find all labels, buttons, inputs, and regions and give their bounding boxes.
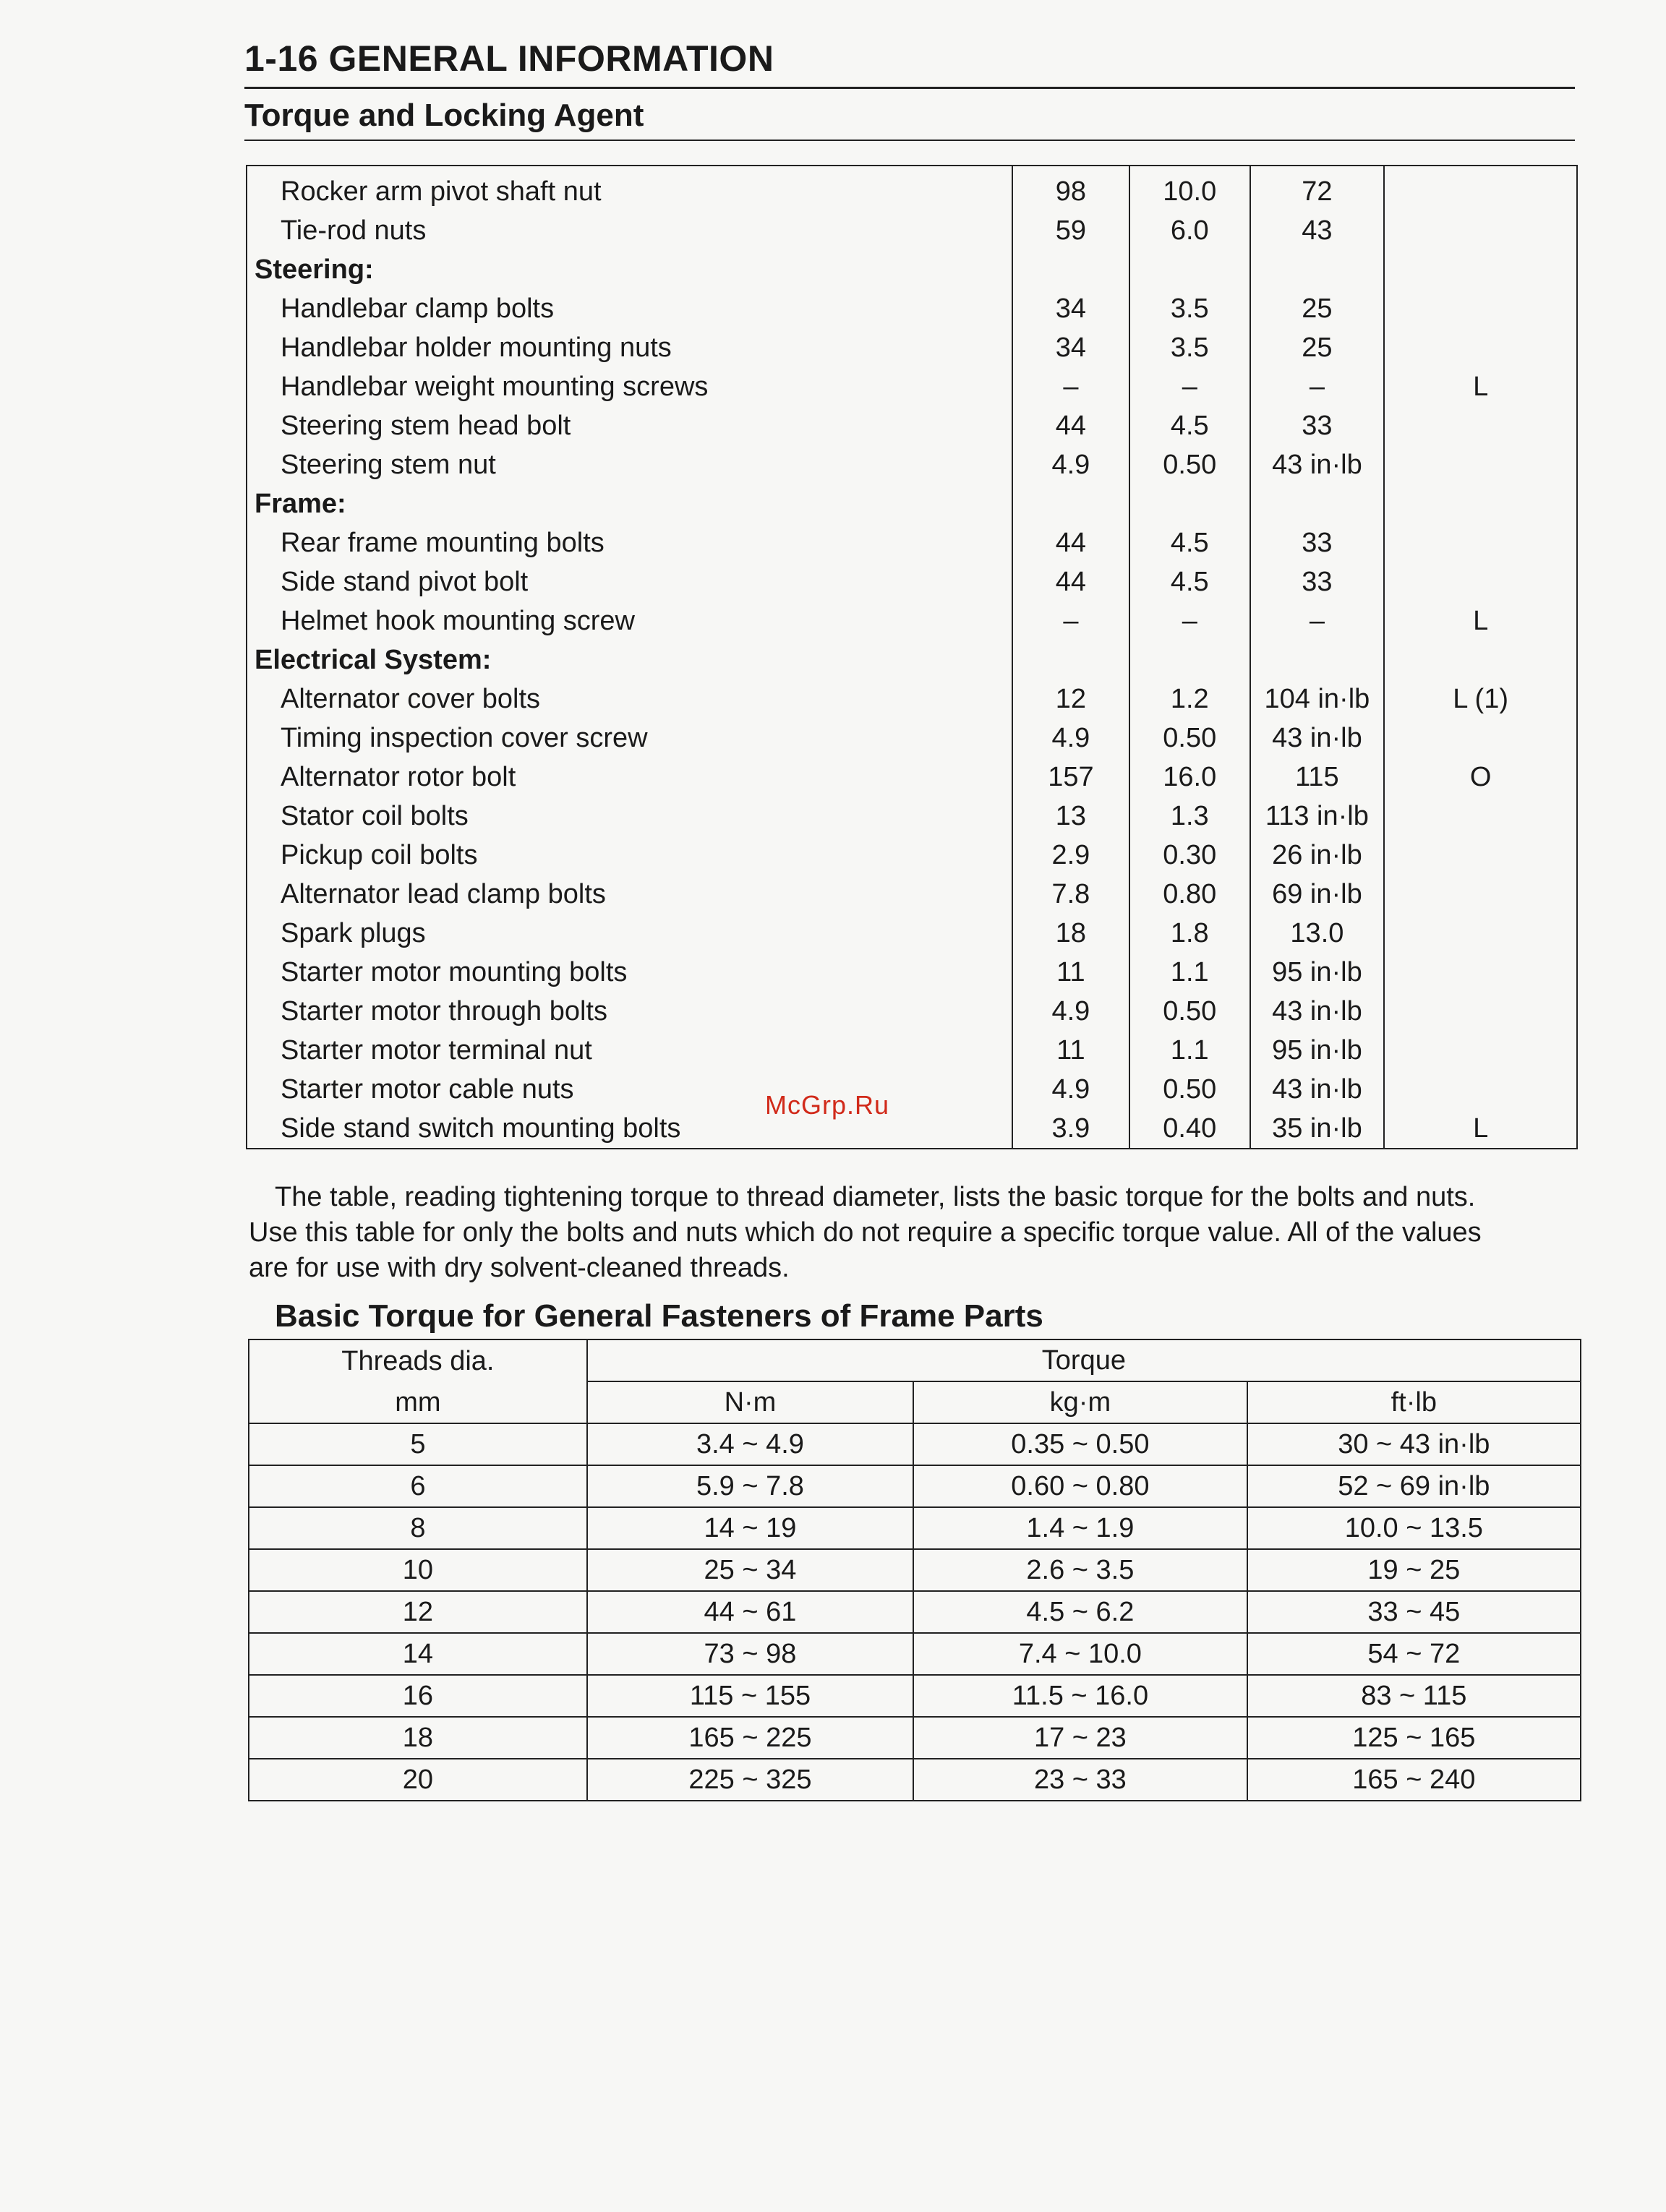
remarks-value: [1384, 406, 1577, 445]
table-row: [249, 1507, 1581, 1549]
item-name: Alternator cover bolts: [247, 680, 1012, 719]
ftlb-range: 54 ~ 72: [1247, 1633, 1581, 1675]
section-title: Torque and Locking Agent: [244, 98, 1575, 141]
ftlb-value: 43 in·lb: [1250, 992, 1385, 1031]
item-name: Rear frame mounting bolts: [247, 523, 1012, 562]
kgm-range: 4.5 ~ 6.2: [913, 1591, 1247, 1633]
thread-dia: 16: [249, 1675, 587, 1717]
nm-range: 73 ~ 98: [587, 1633, 913, 1675]
page-title: 1-16 GENERAL INFORMATION: [244, 38, 1575, 89]
kgm-value: 0.50: [1129, 719, 1250, 758]
remarks-value: [1384, 1031, 1577, 1070]
table-row: [249, 1549, 1581, 1591]
kgm-value: 4.5: [1129, 406, 1250, 445]
kgm-value: 0.50: [1129, 1070, 1250, 1109]
kgm-range: 0.60 ~ 0.80: [913, 1465, 1247, 1507]
kgm-value: –: [1129, 601, 1250, 640]
ftlb-value: 26 in·lb: [1250, 836, 1385, 875]
item-name: Steering stem nut: [247, 445, 1012, 484]
table-row: [247, 719, 1577, 758]
ftlb-value: 69 in·lb: [1250, 875, 1385, 914]
kgm-value: 1.1: [1129, 1031, 1250, 1070]
nm-value: 4.9: [1012, 992, 1129, 1031]
thread-dia: 20: [249, 1759, 587, 1801]
ftlb-value: 104 in·lb: [1250, 680, 1385, 719]
table-row: [247, 836, 1577, 875]
ftlb-range: 33 ~ 45: [1247, 1591, 1581, 1633]
nm-value: 4.9: [1012, 445, 1129, 484]
nm-value: –: [1012, 367, 1129, 406]
basic-torque-table: [248, 1339, 1581, 1801]
remarks-value: L: [1384, 367, 1577, 406]
table-row: [247, 328, 1577, 367]
table-row: [247, 914, 1577, 953]
kgm-value: 0.80: [1129, 875, 1250, 914]
item-name: Side stand switch mounting bolts: [247, 1109, 1012, 1149]
kgm-value: 1.3: [1129, 797, 1250, 836]
ftlb-value: [1250, 484, 1385, 523]
nm-value: 34: [1012, 289, 1129, 328]
remarks-value: [1384, 445, 1577, 484]
kgm-value: 3.5: [1129, 289, 1250, 328]
nm-range: 115 ~ 155: [587, 1675, 913, 1717]
basic-torque-title: Basic Torque for General Fasteners of Frame Parts: [275, 1298, 1043, 1334]
nm-value: 4.9: [1012, 719, 1129, 758]
table-row: [247, 680, 1577, 719]
nm-range: 165 ~ 225: [587, 1717, 913, 1759]
note-line: The table, reading tightening torque to thread diameter, lists the basic torque for the bolts and nuts.: [275, 1182, 1476, 1212]
kgm-value: 0.40: [1129, 1109, 1250, 1149]
kgm-value: 0.50: [1129, 445, 1250, 484]
ftlb-value: 33: [1250, 523, 1385, 562]
ftlb-value: 33: [1250, 562, 1385, 601]
kgm-range: 0.35 ~ 0.50: [913, 1423, 1247, 1465]
table-row: [249, 1465, 1581, 1507]
remarks-value: [1384, 523, 1577, 562]
remarks-value: [1384, 914, 1577, 953]
remarks-value: [1384, 836, 1577, 875]
remarks-value: [1384, 250, 1577, 289]
ftlb-value: 43 in·lb: [1250, 719, 1385, 758]
ftlb-value: [1250, 640, 1385, 680]
basic-torque-body: [249, 1423, 1581, 1801]
thread-dia: 10: [249, 1549, 587, 1591]
table-row: [247, 211, 1577, 250]
table-row: [247, 406, 1577, 445]
item-name: Starter motor mounting bolts: [247, 953, 1012, 992]
nm-range: 44 ~ 61: [587, 1591, 913, 1633]
table-row: [249, 1423, 1581, 1465]
item-name: Timing inspection cover screw: [247, 719, 1012, 758]
table-row: [247, 367, 1577, 406]
item-name: Starter motor cable nuts: [247, 1070, 1012, 1109]
kgm-value: 1.2: [1129, 680, 1250, 719]
table-row: [249, 1759, 1581, 1801]
kgm-value: 6.0: [1129, 211, 1250, 250]
item-name: Alternator rotor bolt: [247, 758, 1012, 797]
ftlb-range: 125 ~ 165: [1247, 1717, 1581, 1759]
nm-value: [1012, 640, 1129, 680]
ftlb-value: 43 in·lb: [1250, 1070, 1385, 1109]
ftlb-value: 25: [1250, 328, 1385, 367]
table-row: [247, 875, 1577, 914]
ftlb-range: 10.0 ~ 13.5: [1247, 1507, 1581, 1549]
header-threads: Threads dia.: [249, 1339, 587, 1381]
remarks-value: L (1): [1384, 680, 1577, 719]
item-name: Rocker arm pivot shaft nut: [247, 166, 1012, 211]
kgm-range: 23 ~ 33: [913, 1759, 1247, 1801]
item-name: Handlebar holder mounting nuts: [247, 328, 1012, 367]
kgm-value: [1129, 250, 1250, 289]
nm-value: 2.9: [1012, 836, 1129, 875]
note-line: Use this table for only the bolts and nuts which do not require a specific torque value. All of the values: [249, 1217, 1482, 1248]
ftlb-value: –: [1250, 367, 1385, 406]
remarks-value: [1384, 875, 1577, 914]
nm-value: 3.9: [1012, 1109, 1129, 1149]
watermark: McGrp.Ru: [765, 1090, 890, 1120]
table-row: [247, 992, 1577, 1031]
table-row: [247, 562, 1577, 601]
ftlb-value: 25: [1250, 289, 1385, 328]
ftlb-value: 113 in·lb: [1250, 797, 1385, 836]
remarks-value: L: [1384, 1109, 1577, 1149]
kgm-value: 0.50: [1129, 992, 1250, 1031]
item-name: Starter motor through bolts: [247, 992, 1012, 1031]
nm-value: 7.8: [1012, 875, 1129, 914]
item-name: Pickup coil bolts: [247, 836, 1012, 875]
remarks-value: [1384, 797, 1577, 836]
item-name: Helmet hook mounting screw: [247, 601, 1012, 640]
table-row: [249, 1633, 1581, 1675]
nm-value: 4.9: [1012, 1070, 1129, 1109]
nm-range: 25 ~ 34: [587, 1549, 913, 1591]
ftlb-value: 43: [1250, 211, 1385, 250]
remarks-value: [1384, 166, 1577, 211]
table-row: [249, 1675, 1581, 1717]
item-name: Starter motor terminal nut: [247, 1031, 1012, 1070]
thread-dia: 12: [249, 1591, 587, 1633]
section-row: [247, 250, 1577, 289]
section-label: Electrical System:: [247, 640, 1012, 680]
header-ftlb: ft·lb: [1247, 1381, 1581, 1423]
item-name: Handlebar clamp bolts: [247, 289, 1012, 328]
ftlb-value: [1250, 250, 1385, 289]
header-kgm: kg·m: [913, 1381, 1247, 1423]
kgm-value: 16.0: [1129, 758, 1250, 797]
table-row: [247, 1070, 1577, 1109]
ftlb-value: 33: [1250, 406, 1385, 445]
kgm-value: [1129, 484, 1250, 523]
table-row: [247, 953, 1577, 992]
kgm-value: [1129, 640, 1250, 680]
table-row: [247, 1109, 1577, 1149]
item-name: Handlebar weight mounting screws: [247, 367, 1012, 406]
ftlb-value: 95 in·lb: [1250, 1031, 1385, 1070]
ftlb-value: 13.0: [1250, 914, 1385, 953]
nm-value: [1012, 250, 1129, 289]
nm-value: 44: [1012, 562, 1129, 601]
thread-dia: 14: [249, 1633, 587, 1675]
kgm-range: 1.4 ~ 1.9: [913, 1507, 1247, 1549]
header-mm: mm: [249, 1381, 587, 1423]
table-row: [247, 523, 1577, 562]
remarks-value: [1384, 992, 1577, 1031]
kgm-range: 7.4 ~ 10.0: [913, 1633, 1247, 1675]
kgm-range: 17 ~ 23: [913, 1717, 1247, 1759]
kgm-value: 0.30: [1129, 836, 1250, 875]
kgm-range: 11.5 ~ 16.0: [913, 1675, 1247, 1717]
basic-torque-header: [249, 1339, 1581, 1423]
header-nm: N·m: [587, 1381, 913, 1423]
torque-table: [246, 165, 1578, 1149]
table-row: [249, 1717, 1581, 1759]
nm-value: 18: [1012, 914, 1129, 953]
kgm-value: 10.0: [1129, 166, 1250, 211]
thread-dia: 8: [249, 1507, 587, 1549]
nm-range: 14 ~ 19: [587, 1507, 913, 1549]
ftlb-range: 19 ~ 25: [1247, 1549, 1581, 1591]
section-label: Steering:: [247, 250, 1012, 289]
nm-value: 34: [1012, 328, 1129, 367]
ftlb-value: 95 in·lb: [1250, 953, 1385, 992]
thread-dia: 5: [249, 1423, 587, 1465]
ftlb-range: 52 ~ 69 in·lb: [1247, 1465, 1581, 1507]
kgm-value: 1.1: [1129, 953, 1250, 992]
remarks-value: [1384, 640, 1577, 680]
thread-dia: 18: [249, 1717, 587, 1759]
nm-value: 11: [1012, 1031, 1129, 1070]
nm-value: 12: [1012, 680, 1129, 719]
item-name: Spark plugs: [247, 914, 1012, 953]
nm-value: 11: [1012, 953, 1129, 992]
table-row: [249, 1591, 1581, 1633]
item-name: Side stand pivot bolt: [247, 562, 1012, 601]
remarks-value: [1384, 484, 1577, 523]
nm-value: 13: [1012, 797, 1129, 836]
kgm-value: 4.5: [1129, 562, 1250, 601]
nm-value: 44: [1012, 406, 1129, 445]
table-row: [247, 1031, 1577, 1070]
torque-table-body: [247, 166, 1577, 1149]
section-row: [247, 640, 1577, 680]
remarks-value: [1384, 1070, 1577, 1109]
nm-value: 98: [1012, 166, 1129, 211]
ftlb-range: 30 ~ 43 in·lb: [1247, 1423, 1581, 1465]
note-line: are for use with dry solvent-cleaned threads.: [249, 1253, 790, 1283]
item-name: Tie-rod nuts: [247, 211, 1012, 250]
table-row: [247, 797, 1577, 836]
remarks-value: L: [1384, 601, 1577, 640]
table-row: [247, 445, 1577, 484]
nm-range: 225 ~ 325: [587, 1759, 913, 1801]
kgm-value: 1.8: [1129, 914, 1250, 953]
header-torque: Torque: [587, 1339, 1581, 1381]
table-row: [247, 166, 1577, 211]
ftlb-range: 165 ~ 240: [1247, 1759, 1581, 1801]
ftlb-value: 115: [1250, 758, 1385, 797]
section-label: Frame:: [247, 484, 1012, 523]
table-row: [247, 289, 1577, 328]
table-row: [247, 601, 1577, 640]
remarks-value: [1384, 562, 1577, 601]
page-header: [244, 38, 1575, 141]
kgm-range: 2.6 ~ 3.5: [913, 1549, 1247, 1591]
ftlb-range: 83 ~ 115: [1247, 1675, 1581, 1717]
item-name: Steering stem head bolt: [247, 406, 1012, 445]
remarks-value: [1384, 328, 1577, 367]
note-paragraph: [249, 1180, 1579, 1286]
nm-value: 44: [1012, 523, 1129, 562]
kgm-value: 4.5: [1129, 523, 1250, 562]
remarks-value: O: [1384, 758, 1577, 797]
item-name: Stator coil bolts: [247, 797, 1012, 836]
nm-range: 5.9 ~ 7.8: [587, 1465, 913, 1507]
ftlb-value: 72: [1250, 166, 1385, 211]
nm-range: 3.4 ~ 4.9: [587, 1423, 913, 1465]
kgm-value: 3.5: [1129, 328, 1250, 367]
ftlb-value: 35 in·lb: [1250, 1109, 1385, 1149]
kgm-value: –: [1129, 367, 1250, 406]
ftlb-value: 43 in·lb: [1250, 445, 1385, 484]
remarks-value: [1384, 211, 1577, 250]
remarks-value: [1384, 289, 1577, 328]
section-row: [247, 484, 1577, 523]
nm-value: –: [1012, 601, 1129, 640]
nm-value: [1012, 484, 1129, 523]
item-name: Alternator lead clamp bolts: [247, 875, 1012, 914]
ftlb-value: –: [1250, 601, 1385, 640]
nm-value: 157: [1012, 758, 1129, 797]
thread-dia: 6: [249, 1465, 587, 1507]
nm-value: 59: [1012, 211, 1129, 250]
table-row: [247, 758, 1577, 797]
remarks-value: [1384, 953, 1577, 992]
remarks-value: [1384, 719, 1577, 758]
